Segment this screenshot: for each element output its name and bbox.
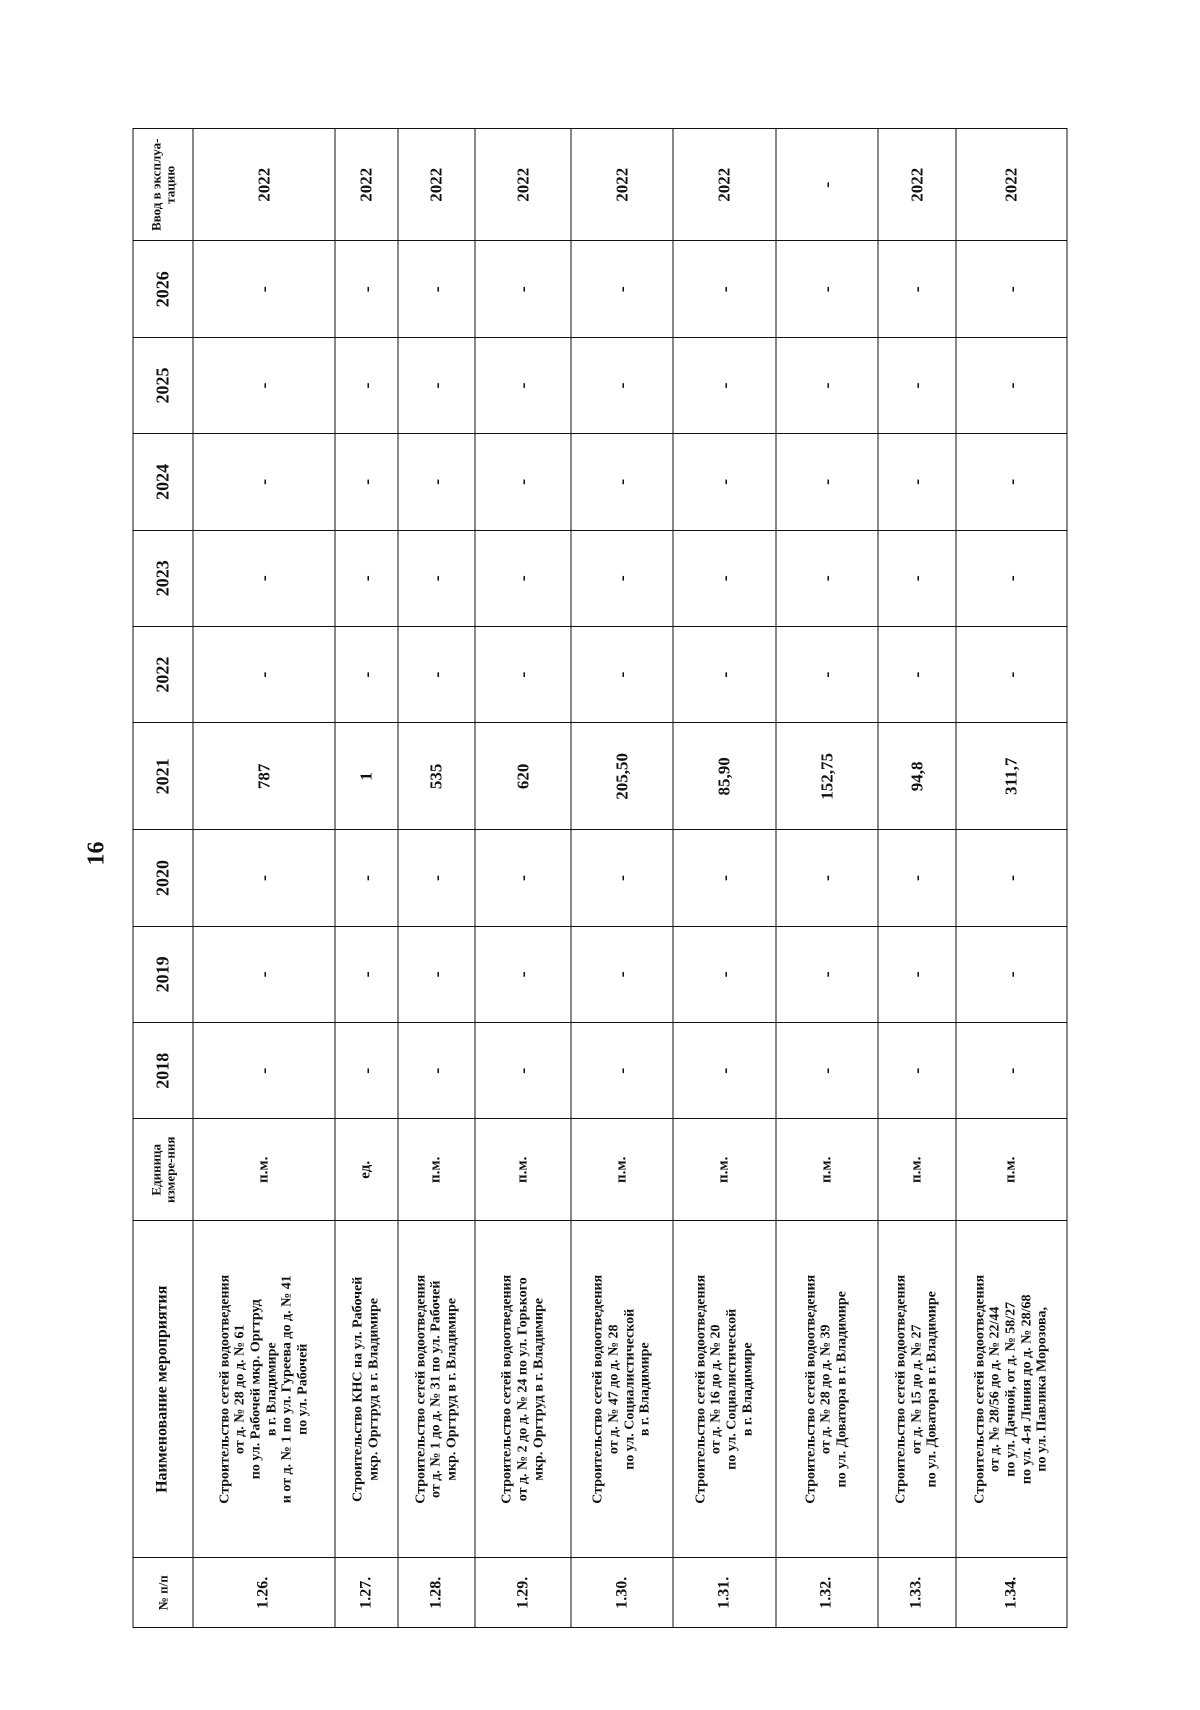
year-value-2026: - <box>571 241 673 337</box>
year-value-2025: - <box>571 337 673 433</box>
row-number: 1.28. <box>398 1558 476 1628</box>
year-value-2024: - <box>475 434 571 530</box>
table-row <box>398 129 476 1628</box>
measure-name-line: в г. Владимире <box>637 1342 653 1437</box>
measure-name <box>335 1221 397 1558</box>
column-header-2019: 2019 <box>133 926 193 1022</box>
year-value-2025: - <box>673 337 775 433</box>
year-value-2023: - <box>335 530 397 626</box>
year-value-2024: - <box>335 434 397 530</box>
year-value-2019: - <box>571 926 673 1022</box>
measure-name-line: и от д. № 1 по ул. Гуреева до д. № 41 <box>279 1275 295 1504</box>
measure-name-line: по ул. Социалистической <box>622 1308 638 1470</box>
year-value-2023: - <box>878 530 956 626</box>
unit-cell: ед. <box>335 1119 397 1221</box>
year-value-2023: - <box>475 530 571 626</box>
year-value-2026: - <box>776 241 878 337</box>
measure-name <box>398 1221 476 1558</box>
row-number: 1.27. <box>335 1558 397 1628</box>
year-value-2024: - <box>878 434 956 530</box>
measure-name-line: в г. Владимире <box>264 1342 280 1437</box>
measure-name-line: от д. № 28 до д. № 61 <box>232 1324 248 1455</box>
measure-name-line: по ул. Доватора в г. Владимире <box>834 1291 850 1488</box>
year-value-2025: - <box>776 337 878 433</box>
row-number: 1.30. <box>571 1558 673 1628</box>
measure-name-line: Строительство сетей водоотведения <box>693 1274 709 1504</box>
unit-cell: п.м. <box>673 1119 775 1221</box>
unit-cell: п.м. <box>398 1119 476 1221</box>
table-body <box>193 129 1067 1628</box>
year-value-2024: - <box>673 434 775 530</box>
row-number: 1.34. <box>956 1558 1067 1628</box>
column-header-2018: 2018 <box>133 1023 193 1119</box>
table-row <box>956 129 1067 1628</box>
year-value-2025: - <box>193 337 335 433</box>
measure-name-line: по ул. Доватора в г. Владимире <box>924 1291 940 1488</box>
measure-name-line: Строительство сетей водоотведения <box>972 1274 988 1504</box>
commissioning-year: 2022 <box>193 129 335 242</box>
commissioning-year: 2022 <box>398 129 476 242</box>
measure-name-line: от д. № 28/56 до д. № 22/44 <box>987 1306 1003 1472</box>
year-value-2026: - <box>398 241 476 337</box>
year-value-2019: - <box>878 926 956 1022</box>
column-header-2024: 2024 <box>133 434 193 530</box>
year-value-2021: 787 <box>193 723 335 830</box>
year-value-2021: 94,8 <box>878 723 956 830</box>
year-value-2020: - <box>673 830 775 926</box>
measure-name-line: по ул. 4-я Линия до д. № 28/68 <box>1019 1294 1035 1485</box>
unit-cell: п.м. <box>571 1119 673 1221</box>
year-value-2019: - <box>193 926 335 1022</box>
measure-name <box>776 1221 878 1558</box>
year-value-2018: - <box>776 1023 878 1119</box>
commissioning-year: - <box>776 129 878 242</box>
year-value-2020: - <box>571 830 673 926</box>
year-value-2023: - <box>571 530 673 626</box>
measure-name-line: от д. № 2 до д. № 24 по ул. Горького <box>515 1277 531 1502</box>
measures-table <box>133 128 1068 1628</box>
year-value-2022: - <box>571 626 673 722</box>
year-value-2018: - <box>335 1023 397 1119</box>
commissioning-year: 2022 <box>878 129 956 242</box>
year-value-2025: - <box>398 337 476 433</box>
table-row <box>193 129 335 1628</box>
measure-name-line: Строительство сетей водоотведения <box>217 1274 233 1504</box>
table-row <box>335 129 397 1628</box>
year-value-2019: - <box>335 926 397 1022</box>
year-value-2022: - <box>475 626 571 722</box>
measure-name-line: Строительство сетей водоотведения <box>803 1274 819 1504</box>
year-value-2026: - <box>335 241 397 337</box>
year-value-2022: - <box>335 626 397 722</box>
year-value-2019: - <box>776 926 878 1022</box>
year-value-2020: - <box>398 830 476 926</box>
measure-name-line: по ул. Рабочей <box>295 1343 311 1435</box>
year-value-2020: - <box>193 830 335 926</box>
table-row <box>475 129 571 1628</box>
year-value-2018: - <box>571 1023 673 1119</box>
unit-cell: п.м. <box>956 1119 1067 1221</box>
year-value-2020: - <box>956 830 1067 926</box>
year-value-2022: - <box>956 626 1067 722</box>
row-number: 1.29. <box>475 1558 571 1628</box>
measure-name-line: от д. № 16 до д. № 20 <box>708 1324 724 1455</box>
row-number: 1.33. <box>878 1558 956 1628</box>
measure-name-line: от д. № 15 до д. № 27 <box>909 1324 925 1455</box>
year-value-2019: - <box>398 926 476 1022</box>
measure-name <box>571 1221 673 1558</box>
year-value-2020: - <box>475 830 571 926</box>
year-value-2018: - <box>956 1023 1067 1119</box>
year-value-2024: - <box>571 434 673 530</box>
year-value-2022: - <box>776 626 878 722</box>
year-value-2026: - <box>193 241 335 337</box>
year-value-2022: - <box>673 626 775 722</box>
column-header-2023: 2023 <box>133 530 193 626</box>
measure-name-line: Строительство сетей водоотведения <box>590 1274 606 1504</box>
unit-cell: п.м. <box>776 1119 878 1221</box>
year-value-2024: - <box>398 434 476 530</box>
column-header-2022: 2022 <box>133 626 193 722</box>
row-number: 1.31. <box>673 1558 775 1628</box>
year-value-2026: - <box>673 241 775 337</box>
year-value-2019: - <box>956 926 1067 1022</box>
measure-name-line: по ул. Социалистической <box>724 1308 740 1470</box>
measure-name <box>673 1221 775 1558</box>
commissioning-year: 2022 <box>956 129 1067 242</box>
measure-name-line: Строительство сетей водоотведения <box>413 1274 428 1504</box>
year-value-2021: 620 <box>475 723 571 830</box>
measure-name-line: по ул. Павлика Морозова, <box>1034 1306 1050 1472</box>
year-value-2021: 85,90 <box>673 723 775 830</box>
year-value-2022: - <box>398 626 476 722</box>
row-number: 1.32. <box>776 1558 878 1628</box>
year-value-2025: - <box>956 337 1067 433</box>
table-row <box>571 129 673 1628</box>
year-value-2024: - <box>776 434 878 530</box>
measure-name-line: Строительство сетей водоотведения <box>499 1274 515 1504</box>
year-value-2021: 535 <box>398 723 476 830</box>
year-value-2018: - <box>673 1023 775 1119</box>
measure-name-line: от д. № 28 до д. № 39 <box>818 1324 834 1455</box>
column-header-2025: 2025 <box>133 337 193 433</box>
commissioning-year: 2022 <box>335 129 397 242</box>
year-value-2018: - <box>398 1023 476 1119</box>
year-value-2018: - <box>475 1023 571 1119</box>
header-row <box>133 129 193 1628</box>
year-value-2021: 205,50 <box>571 723 673 830</box>
measure-name-line: мкр. Оргтруд в г. Владимире <box>531 1298 547 1481</box>
year-value-2021: 152,75 <box>776 723 878 830</box>
year-value-2020: - <box>335 830 397 926</box>
measure-name-line: Строительство КНС на ул. Рабочей <box>350 1276 366 1502</box>
table-row <box>673 129 775 1628</box>
measure-name <box>956 1221 1067 1558</box>
year-value-2018: - <box>193 1023 335 1119</box>
year-value-2023: - <box>776 530 878 626</box>
measure-name <box>193 1221 335 1558</box>
year-value-2022: - <box>193 626 335 722</box>
row-number: 1.26. <box>193 1558 335 1628</box>
commissioning-year: 2022 <box>475 129 571 242</box>
measure-name <box>878 1221 956 1558</box>
column-header-2026: 2026 <box>133 241 193 337</box>
table-row <box>776 129 878 1628</box>
measure-name-line: в г. Владимире <box>740 1342 756 1437</box>
unit-cell: п.м. <box>475 1119 571 1221</box>
year-value-2019: - <box>475 926 571 1022</box>
column-header-name: Наименование мероприятия <box>133 1221 193 1558</box>
page-number: 16 <box>83 841 110 866</box>
measure-name-line: Строительство сетей водоотведения <box>893 1274 909 1504</box>
measure-name-line: мкр. Оргтруд в г. Владимире <box>366 1298 382 1481</box>
measure-name-line: по ул. Рабочей мкр. Оргтруд <box>248 1299 264 1480</box>
year-value-2021: 311,7 <box>956 723 1067 830</box>
year-value-2023: - <box>673 530 775 626</box>
column-header-commissioning: Ввод в эксплуа-тацию <box>133 129 193 242</box>
rotated-table-container <box>133 128 1068 1628</box>
column-header-2020: 2020 <box>133 830 193 926</box>
commissioning-year: 2022 <box>673 129 775 242</box>
year-value-2026: - <box>475 241 571 337</box>
unit-cell: п.м. <box>878 1119 956 1221</box>
year-value-2023: - <box>193 530 335 626</box>
year-value-2026: - <box>956 241 1067 337</box>
year-value-2025: - <box>878 337 956 433</box>
year-value-2021: 1 <box>335 723 397 830</box>
measure-name-line: по ул. Дачной, от д. № 58/27 <box>1003 1301 1019 1477</box>
year-value-2024: - <box>956 434 1067 530</box>
measure-name <box>475 1221 571 1558</box>
commissioning-year: 2022 <box>571 129 673 242</box>
column-header-2021: 2021 <box>133 723 193 830</box>
year-value-2023: - <box>398 530 476 626</box>
year-value-2020: - <box>878 830 956 926</box>
column-header-number: № п/п <box>133 1558 193 1628</box>
measure-name-line: мкр. Оргтруд в г. Владимире <box>444 1298 460 1481</box>
year-value-2026: - <box>878 241 956 337</box>
year-value-2019: - <box>673 926 775 1022</box>
year-value-2024: - <box>193 434 335 530</box>
year-value-2025: - <box>475 337 571 433</box>
year-value-2022: - <box>878 626 956 722</box>
unit-cell: п.м. <box>193 1119 335 1221</box>
year-value-2023: - <box>956 530 1067 626</box>
table-row <box>878 129 956 1628</box>
measure-name-line: от д. № 47 до д. № 28 <box>606 1324 622 1455</box>
year-value-2020: - <box>776 830 878 926</box>
year-value-2025: - <box>335 337 397 433</box>
year-value-2018: - <box>878 1023 956 1119</box>
measure-name-line: от д. № 1 до д. № 31 по ул. Рабочей <box>428 1280 444 1498</box>
column-header-unit: Единица измере-ния <box>133 1119 193 1221</box>
